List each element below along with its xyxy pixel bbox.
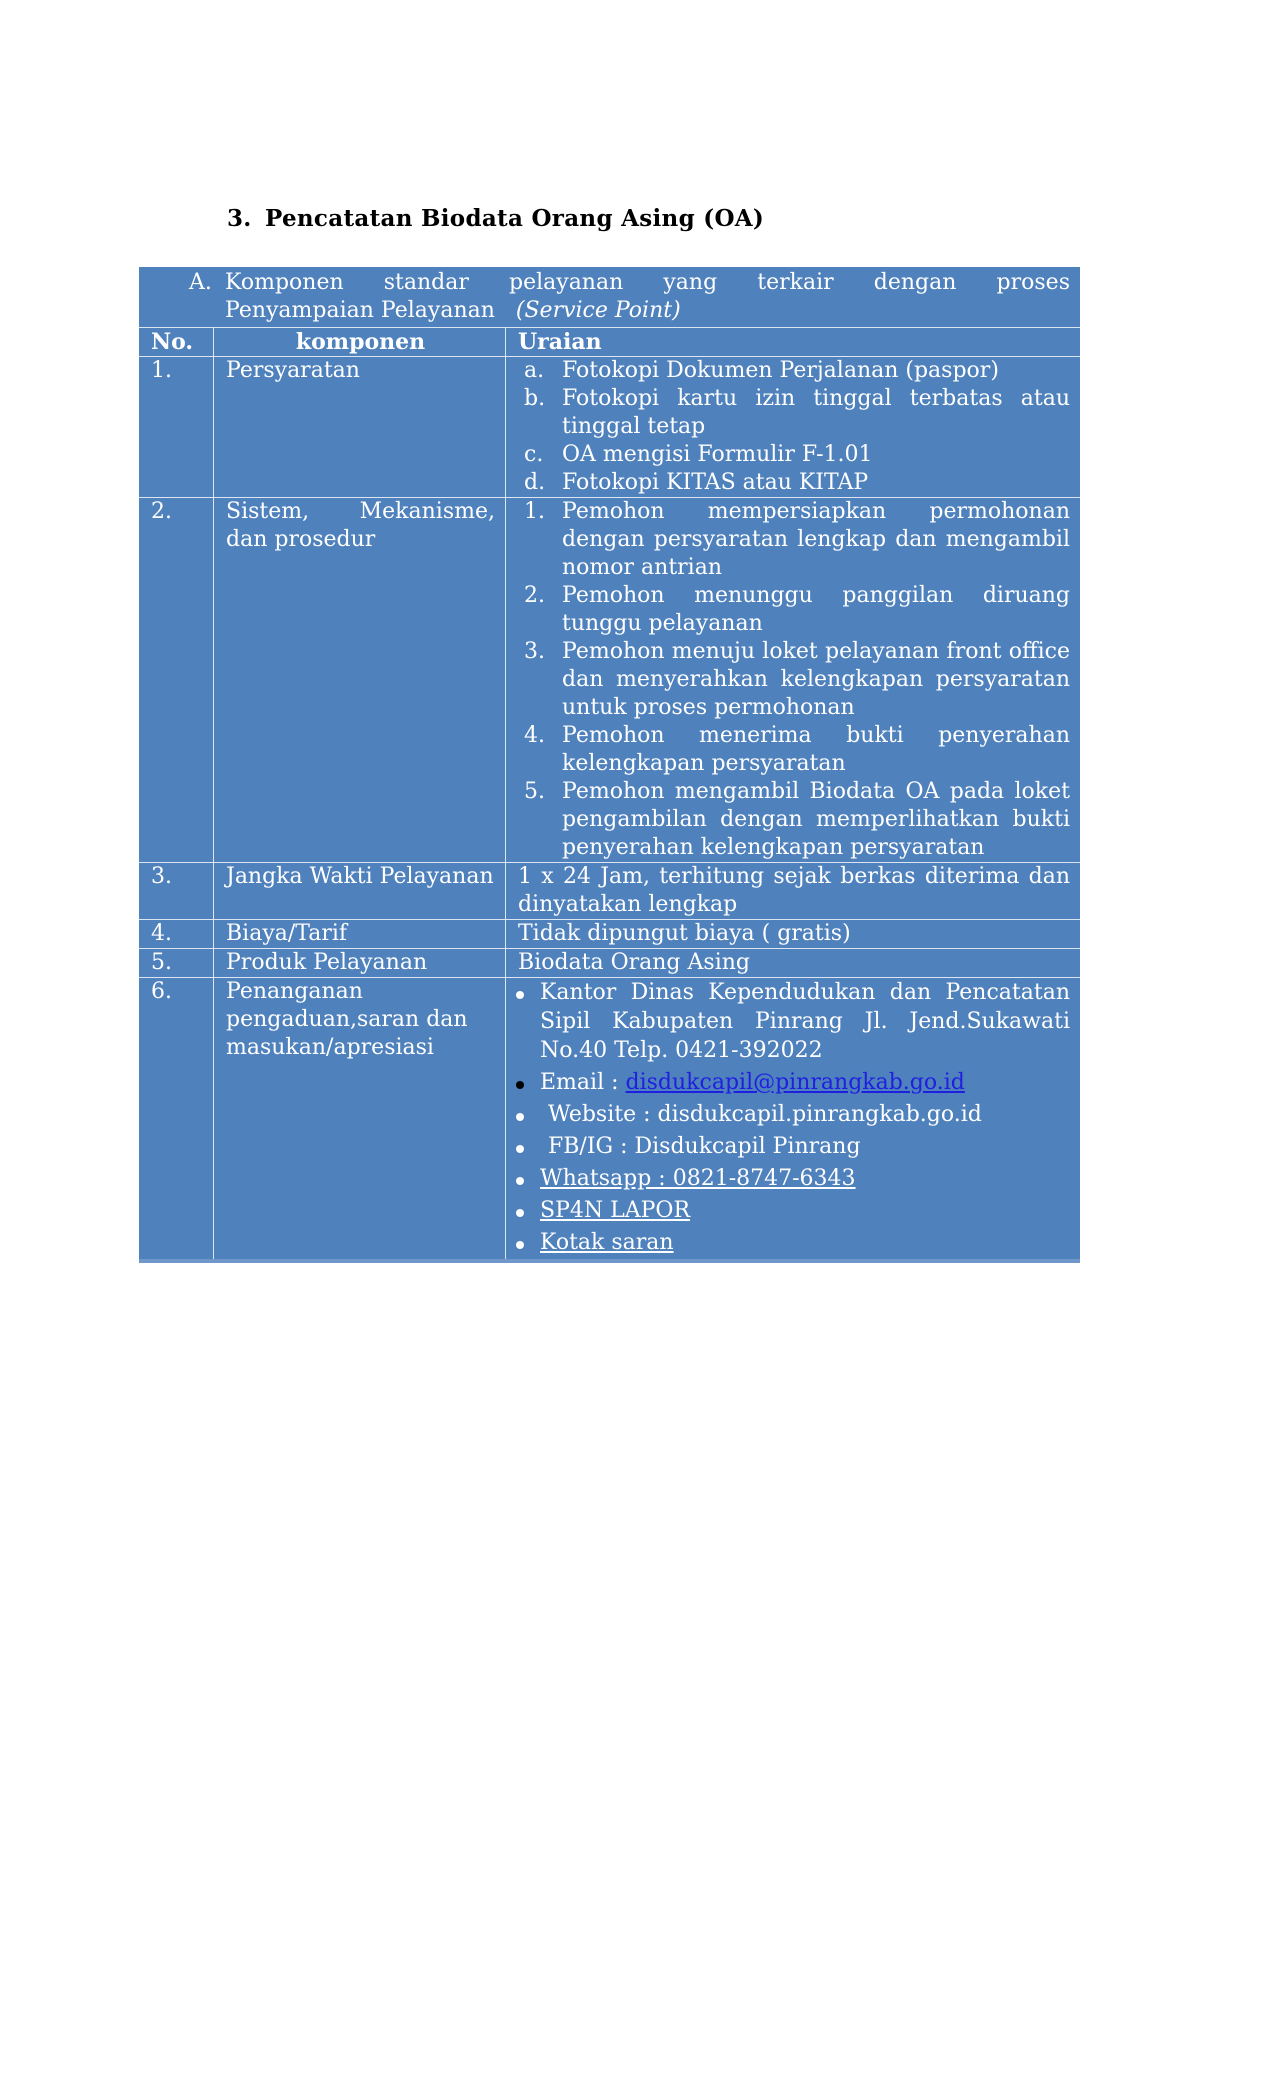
list-item: 3. Pemohon menuju loket pelayanan front office dan menyerahkan kelengkapan persyaratan untuk proses permohonan xyxy=(524,639,1070,720)
email-link[interactable]: disdukcapil@pinrangkab.go.id xyxy=(625,1070,965,1095)
row-komponen: Sistem, Mekanisme, dan prosedur xyxy=(214,498,506,862)
row-komponen: Jangka Wakti Pelayanan xyxy=(214,863,506,919)
list-item: b. Fotokopi kartu izin tinggal terbatas atau tinggal tetap xyxy=(524,386,1070,439)
list-item: d. Fotokopi KITAS atau KITAP xyxy=(524,470,869,495)
list-item: 4. Pemohon menerima bukti penyerahan kelengkapan persyaratan xyxy=(524,723,1070,776)
bullet-icon xyxy=(516,991,524,999)
section-a-line2 xyxy=(225,297,1070,325)
list-item: Website : disdukcapil.pinrangkab.go.id xyxy=(516,1100,1070,1129)
section-a-line1: Komponen standar pelayanan yang terkair dengan proses xyxy=(225,270,1070,295)
row-no: 3. xyxy=(139,863,214,919)
row-komponen: Biaya/Tarif xyxy=(214,920,506,948)
table-row xyxy=(139,862,1080,919)
row-no: 2. xyxy=(139,498,214,862)
row-uraian: Tidak dipungut biaya ( gratis) xyxy=(518,921,851,946)
list-item xyxy=(516,1196,1070,1225)
bullet-icon xyxy=(516,1241,524,1249)
kotak-saran-link[interactable]: Kotak saran xyxy=(540,1230,674,1255)
section-title xyxy=(227,205,764,232)
row-uraian: Biodata Orang Asing xyxy=(518,950,750,975)
list-item: a. Fotokopi Dokumen Perjalanan (paspor) xyxy=(524,358,999,383)
bullet-icon xyxy=(516,1113,524,1121)
table-row xyxy=(139,919,1080,948)
prosedur-list xyxy=(524,498,1070,862)
row-komponen: Persyaratan xyxy=(214,357,506,497)
row-uraian xyxy=(506,498,1080,862)
row-komponen: Penanganan pengaduan,saran dan masukan/apresiasi xyxy=(214,978,506,1259)
table-row xyxy=(139,356,1080,497)
list-item: 5. Pemohon mengambil Biodata OA pada loket pengambilan dengan memperlihatkan bukti penyerahan kelengkapan persyaratan xyxy=(524,779,1070,860)
header-no: No. xyxy=(139,328,214,356)
list-item: FB/IG : Disdukcapil Pinrang xyxy=(516,1132,1070,1161)
row-no: 4. xyxy=(139,920,214,948)
bullet-icon xyxy=(516,1177,524,1185)
sp4n-lapor-link[interactable]: SP4N LAPOR xyxy=(540,1198,691,1223)
bullet-icon xyxy=(516,1145,524,1153)
bullet-icon xyxy=(516,1209,524,1217)
list-item xyxy=(516,1164,1070,1193)
list-item: 1. Pemohon mempersiapkan permohonan dengan persyaratan lengkap dan mengambil nomor antrian xyxy=(524,499,1070,580)
row-uraian xyxy=(506,357,1080,497)
list-item xyxy=(516,1228,1070,1257)
row-uraian xyxy=(506,978,1080,1259)
row-no: 5. xyxy=(139,949,214,977)
row-no: 1. xyxy=(139,357,214,497)
bullet-icon xyxy=(516,1081,524,1089)
section-title-text: Pencatatan Biodata Orang Asing (OA) xyxy=(265,205,765,232)
table-row xyxy=(139,497,1080,862)
section-a-heading xyxy=(139,267,1080,327)
contact-list xyxy=(516,978,1070,1257)
list-item: 2. Pemohon menunggu panggilan diruang tunggu pelayanan xyxy=(524,583,1070,636)
row-uraian: 1 x 24 Jam, terhitung sejak berkas diterima dan dinyatakan lengkap xyxy=(518,864,1070,917)
whatsapp-link[interactable]: Whatsapp : 0821-8747-6343 xyxy=(540,1166,856,1191)
list-item: c. OA mengisi Formulir F-1.01 xyxy=(524,442,873,467)
row-komponen: Produk Pelayanan xyxy=(214,949,506,977)
list-item: Kantor Dinas Kependudukan dan Pencatatan Sipil Kabupaten Pinrang Jl. Jend.Sukawati No.40 Telp. 0421-392022 xyxy=(516,978,1070,1065)
header-komponen: komponen xyxy=(214,328,506,356)
table-row xyxy=(139,977,1080,1259)
list-item: Email : disdukcapil@pinrangkab.go.id xyxy=(516,1068,1070,1097)
section-a-line2-text: Penyampaian Pelayanan xyxy=(225,298,495,323)
table-section-row xyxy=(139,267,1080,327)
row-no: 6. xyxy=(139,978,214,1259)
section-a-line2-italic: (Service Point) xyxy=(515,298,681,323)
header-uraian: Uraian xyxy=(518,329,602,355)
persyaratan-list xyxy=(524,357,1070,497)
section-number: 3. xyxy=(227,205,252,232)
service-standard-table xyxy=(139,267,1080,1263)
table-header-row xyxy=(139,327,1080,356)
section-a-label: A. xyxy=(189,270,212,295)
table-row xyxy=(139,948,1080,977)
